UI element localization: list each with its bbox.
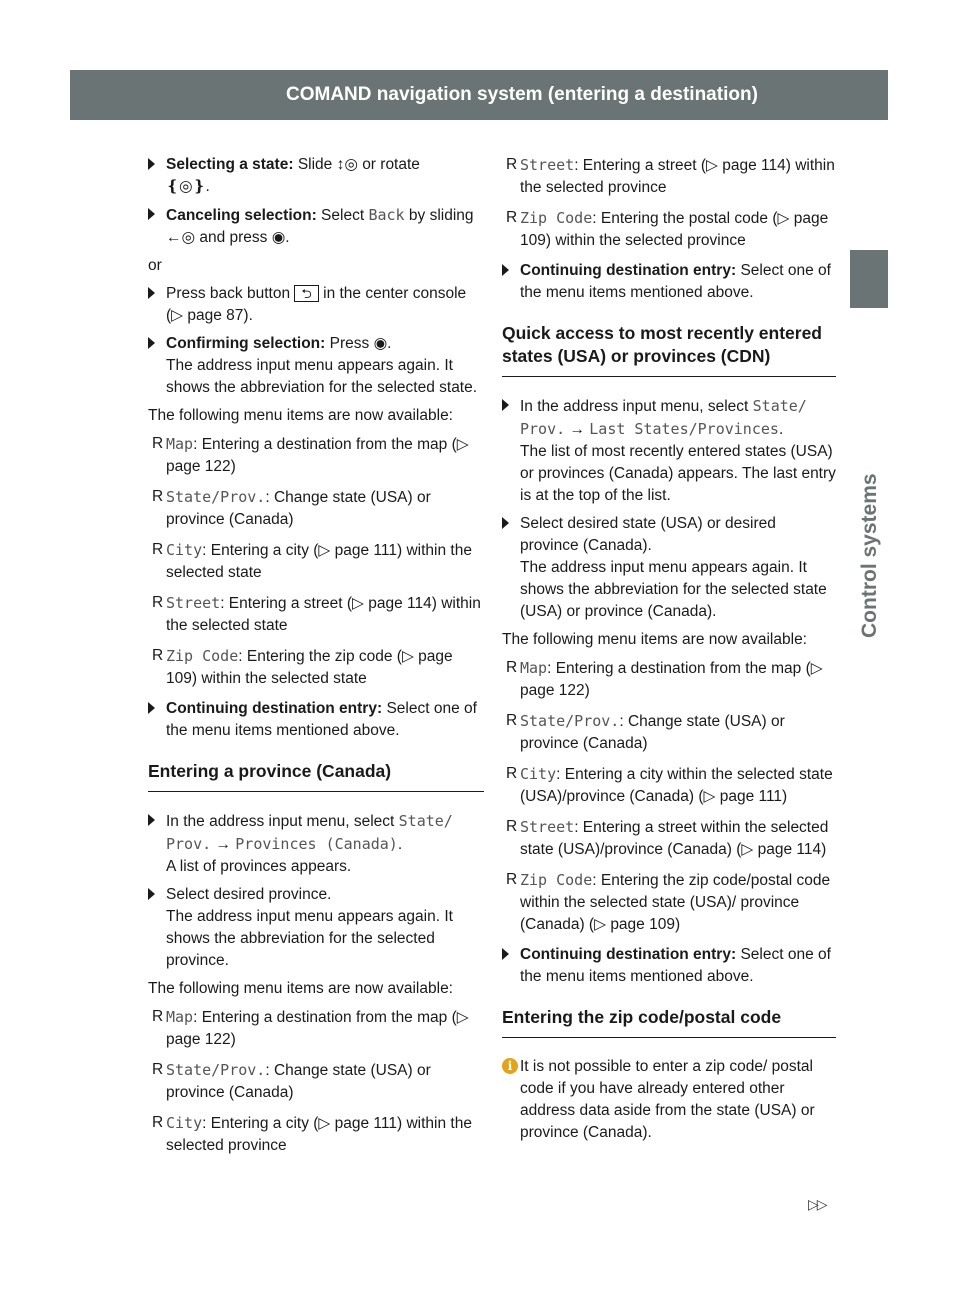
list-item: R State/Prov.: Change state (USA) or province (Canada) xyxy=(152,1061,431,1101)
bullet-marker: R xyxy=(152,594,164,611)
step-arrow-icon xyxy=(502,948,509,960)
header-divider xyxy=(898,70,902,120)
continue-marker: ▷▷ xyxy=(808,1196,826,1212)
step-arrow-icon xyxy=(148,158,155,170)
step-arrow-icon xyxy=(148,208,155,220)
controller-press-icon: ◉ xyxy=(373,335,388,352)
bullet-marker: R xyxy=(506,209,518,226)
bullet-marker: R xyxy=(506,818,518,835)
step-arrow-icon xyxy=(148,702,155,714)
step-arrow-icon xyxy=(502,399,509,411)
list-item: R City: Entering a city (▷ page 111) within the selected state xyxy=(152,541,472,581)
step-arrow-icon xyxy=(148,888,155,900)
step-continuing-entry: Continuing destination entry: Select one of the menu items mentioned above. xyxy=(502,944,836,988)
step-canceling-selection: Canceling selection: Select Back by sliding ←◎ and press ◉. xyxy=(148,204,484,249)
back-button-icon: ⮌ xyxy=(294,285,318,302)
list-item: R State/Prov.: Change state (USA) or province (Canada) xyxy=(152,488,431,528)
list-item: R City: Entering a city (▷ page 111) within the selected province xyxy=(152,1114,472,1154)
section-heading: Entering the zip code/postal code xyxy=(502,1006,836,1038)
controller-slide-left-icon: ←◎ xyxy=(166,229,196,246)
page-header xyxy=(70,70,940,120)
bullet-marker: R xyxy=(506,871,518,888)
bullet-marker: R xyxy=(506,156,518,173)
step-arrow-icon xyxy=(502,517,509,529)
list-item: R State/Prov.: Change state (USA) or province (Canada) xyxy=(506,712,785,752)
bullet-marker: R xyxy=(506,765,518,782)
step-confirming-selection: Confirming selection: Press ◉. The address input menu appears again. It shows the abbreviation for the selected state. xyxy=(148,333,484,399)
step-arrow-icon xyxy=(148,814,155,826)
side-section-label: Control systems xyxy=(858,473,881,638)
left-column xyxy=(148,154,484,1165)
bullet-marker: R xyxy=(506,712,518,729)
list-item: R Street: Entering a street (▷ page 114) within the selected state xyxy=(152,594,481,634)
step-select-provinces: In the address input menu, select State/ Prov. → Provinces (Canada). A list of provinces appears. xyxy=(148,810,484,878)
bullet-marker: R xyxy=(152,1114,164,1131)
step-back-button: Press back button ⮌ in the center console (▷ page 87). xyxy=(148,283,484,327)
step-select-state-province: Select desired state (USA) or desired province (Canada). The address input menu appears again. It shows the abbreviation for the selected state (USA) or province (Canada). xyxy=(502,513,836,623)
list-item: R Zip Code: Entering the zip code (▷ page 109) within the selected state xyxy=(152,647,453,687)
bullet-marker: R xyxy=(506,659,518,676)
list-item: R City: Entering a city within the selected state (USA)/province (Canada) (▷ page 111) xyxy=(506,765,833,805)
section-heading: Quick access to most recently entered states (USA) or provinces (CDN) xyxy=(502,322,836,377)
info-icon: i xyxy=(502,1058,518,1074)
list-item: R Street: Entering a street (▷ page 114) within the selected province xyxy=(506,156,835,196)
list-item: R Map: Entering a destination from the map (▷ page 122) xyxy=(152,435,469,475)
section-heading: Entering a province (Canada) xyxy=(148,760,484,792)
list-item: R Zip Code: Entering the zip code/postal code within the selected state (USA)/ province (Canada) (▷ page 109) xyxy=(506,871,831,933)
controller-rotate-icon: ❴◎❵ xyxy=(166,178,206,195)
step-selecting-state: Selecting a state: Slide ↕◎ or rotate ❴◎❵. xyxy=(148,154,484,198)
header-title: COMAND navigation system (entering a destination) xyxy=(286,84,758,105)
step-arrow-icon xyxy=(148,337,155,349)
or-text: or xyxy=(148,257,162,274)
step-select-province: Select desired province. The address input menu appears again. It shows the abbreviation for the selected province. xyxy=(148,884,484,972)
list-item: R Street: Entering a street within the selected state (USA)/province (Canada) (▷ page 114) xyxy=(506,818,829,858)
bullet-marker: R xyxy=(152,647,164,664)
list-item: R Map: Entering a destination from the map (▷ page 122) xyxy=(506,659,823,699)
info-note: i It is not possible to enter a zip code/ postal code if you have already entered other address data aside from the state (USA) or province (Canada). xyxy=(502,1056,836,1144)
page-number: 109 xyxy=(908,84,940,105)
controller-press-icon: ◉ xyxy=(271,229,286,246)
right-column xyxy=(502,154,836,1144)
list-item: R Zip Code: Entering the postal code (▷ page 109) within the selected province xyxy=(506,209,829,249)
bullet-marker: R xyxy=(152,1008,164,1025)
controller-slide-icon: ↕◎ xyxy=(336,156,358,173)
step-continuing-entry: Continuing destination entry: Select one of the menu items mentioned above. xyxy=(148,698,484,742)
list-item: R Map: Entering a destination from the map (▷ page 122) xyxy=(152,1008,469,1048)
step-select-last-states: In the address input menu, select State/ Prov. → Last States/Provinces. The list of most recently entered states (USA) or provinces (Canada) appears. The last entry is at the top of the list. xyxy=(502,395,836,507)
available-items-text: The following menu items are now available: xyxy=(148,980,453,997)
bullet-marker: R xyxy=(152,541,164,558)
step-arrow-icon xyxy=(148,287,155,299)
bullet-marker: R xyxy=(152,488,164,505)
side-tab-marker xyxy=(850,250,888,308)
bullet-marker: R xyxy=(152,435,164,452)
bullet-marker: R xyxy=(152,1061,164,1078)
step-arrow-icon xyxy=(502,264,509,276)
step-continuing-entry: Continuing destination entry: Select one of the menu items mentioned above. xyxy=(502,260,836,304)
available-items-text: The following menu items are now available: xyxy=(502,631,807,648)
available-items-text: The following menu items are now available: xyxy=(148,407,453,424)
